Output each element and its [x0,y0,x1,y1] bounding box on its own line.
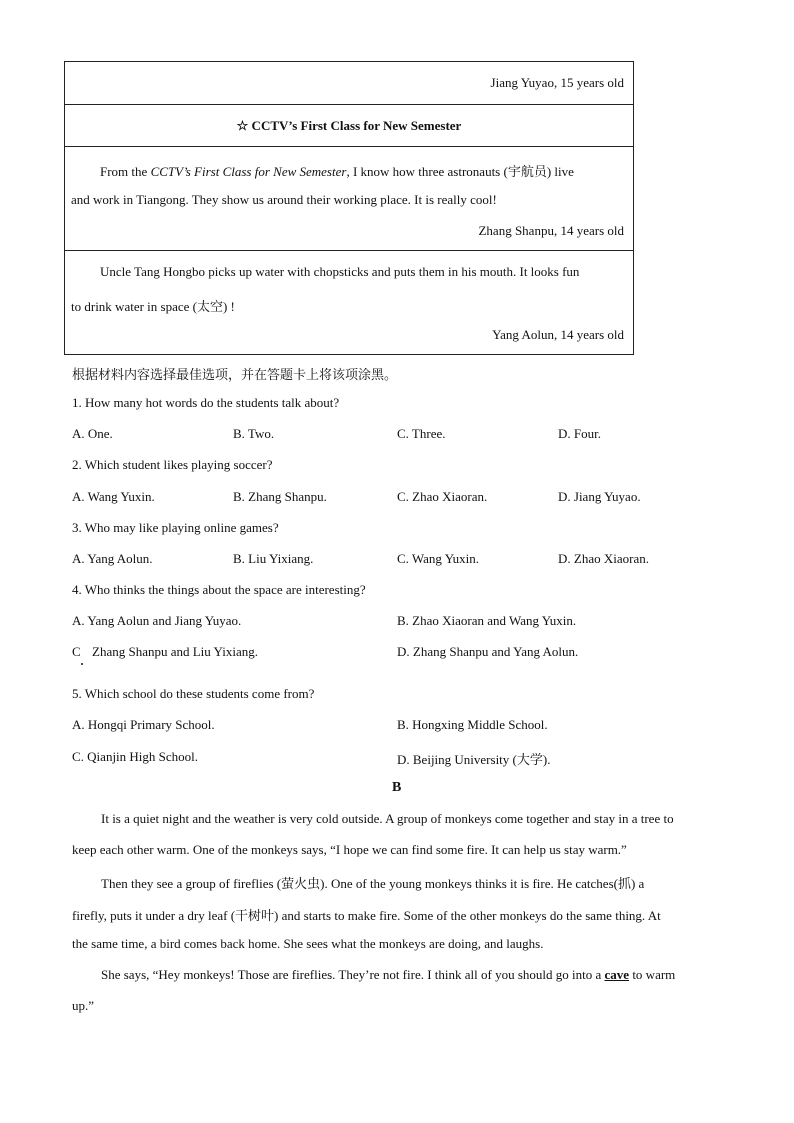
row-text-line: and work in Tiangong. They show us around their working place. It is really cool! [71,192,497,207]
option-c: C. Qianjin High School. [72,749,199,764]
passage-line: keep each other warm. One of the monkeys says, “I hope we can find some fire. It can help us stay warm.” [72,842,627,857]
section-heading: B [392,780,402,795]
option-a: A. Yang Aolun. [72,551,153,566]
author-line: Yang Aolun, 14 years old [492,327,624,342]
option-a: A. One. [72,426,113,441]
row-text-line: Uncle Tang Hongbo picks up water with chopsticks and puts them in his mouth. It looks fun [100,264,580,279]
table-row [65,147,633,251]
passage-line: She says, “Hey monkeys! Those are fireflies. They’re not fire. I think all of you should go into a cave to warm [101,967,676,982]
passage-line: firefly, puts it under a dry leaf (干树叶) and starts to make fire. Some of the other monkeys do the same thing. At [72,908,661,923]
option-a: A. Yang Aolun and Jiang Yuyao. [72,613,242,628]
hot-word-title: ☆ CCTV’s First Class for New Semester [236,118,462,133]
row-text-line: to drink water in space (太空) ! [71,299,235,314]
option-c: Zhang Shanpu and Liu Yixiang. [92,644,258,659]
testimonial-table [64,61,634,355]
question-stem: 4. Who thinks the things about the space are interesting? [72,582,366,597]
option-b: B. Two. [233,426,275,441]
option-d: D. Zhao Xiaoran. [558,551,649,566]
option-c: C. Three. [397,426,446,441]
option-d: D. Jiang Yuyao. [558,489,641,504]
option-c-letter: C [72,644,81,659]
option-d: D. Four. [558,426,601,441]
instruction-text: 根据材料内容选择最佳选项，并在答题卡上将该项涂黑。 [72,367,398,382]
passage-line: the same time, a bird comes back home. She sees what the monkeys are doing, and laughs. [72,936,544,951]
table-row [65,251,633,355]
question-stem: 5. Which school do these students come from? [72,686,315,701]
program-title: CCTV’s First Class for New Semester [150,164,347,179]
question-stem: 2. Which student likes playing soccer? [72,457,273,472]
option-a: A. Wang Yuxin. [72,489,155,504]
option-b: B. Zhang Shanpu. [233,489,327,504]
option-a: A. Hongqi Primary School. [72,717,215,732]
author-line: Zhang Shanpu, 14 years old [478,223,624,238]
stray-dot [81,663,83,665]
keyword-cave: cave [604,967,630,982]
option-c: C. Zhao Xiaoran. [397,489,488,504]
option-b: B. Liu Yixiang. [233,551,314,566]
question-stem: 3. Who may like playing online games? [72,520,279,535]
option-b: B. Zhao Xiaoran and Wang Yuxin. [397,613,577,628]
table-row [65,62,633,105]
row-text-line: From the CCTV’s First Class for New Semester, I know how three astronauts (宇航员) live [100,164,574,179]
option-c: C. Wang Yuxin. [397,551,480,566]
passage-line: up.” [72,998,95,1013]
author-line: Jiang Yuyao, 15 years old [490,75,624,90]
option-b: B. Hongxing Middle School. [397,717,548,732]
table-row [65,105,633,147]
question-stem: 1. How many hot words do the students talk about? [72,395,340,410]
option-d: D. Zhang Shanpu and Yang Aolun. [397,644,579,659]
passage-line: Then they see a group of fireflies (萤火虫). One of the young monkeys thinks it is fire. He catches(抓) a [101,876,645,891]
option-d: D. Beijing University (大学). [397,752,551,767]
passage-line: It is a quiet night and the weather is very cold outside. A group of monkeys come together and stay in a tree to [101,811,674,826]
